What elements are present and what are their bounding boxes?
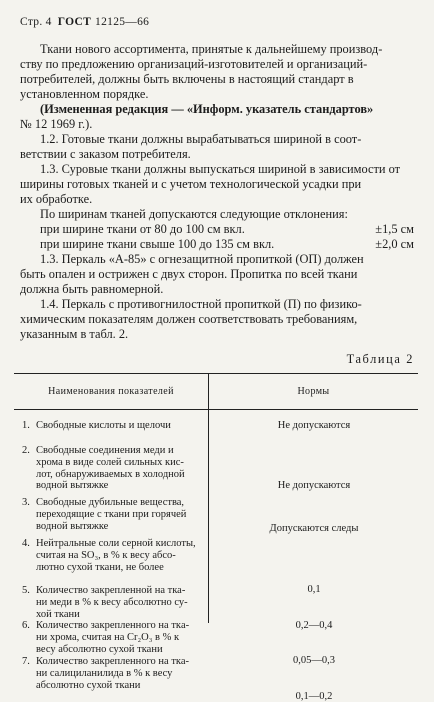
raw-fabric-text: 1.3. Суровые ткани должны выпускаться шириной в зависимости от (40, 162, 401, 176)
clause-1-4: указанным в табл. 2. (20, 327, 129, 341)
indicator-line: лот, обнаруживаемых в холодной (36, 468, 185, 480)
indicator-line: водной вытяжке (36, 520, 109, 532)
tolerance-row: при ширине ткани свыше 100 до 135 см вкл. ±2,0 см (40, 237, 414, 251)
row-number: 3. (22, 497, 30, 508)
indicator-line: хрома в виде солей сильных кис- (36, 456, 184, 468)
specs-table (14, 373, 418, 702)
tolerance-value: ±1,5 см (375, 222, 414, 236)
raw-fabric-text: их обработке. (20, 192, 93, 206)
row-number: 4. (22, 538, 30, 549)
indicator-line: Количество закрепленной на тка- (36, 585, 186, 596)
indicator-line: ни меди в % к весу абсолютно су- (36, 596, 188, 608)
indicator-line: ни салициланилида в % к весу (36, 667, 173, 679)
tolerance-intro: По ширинам тканей допускаются следующие отклонения: (40, 207, 348, 221)
table-row-indicator (22, 585, 188, 620)
norm-value: 0,05—0,3 (293, 655, 335, 666)
clause-1-3: 1.3. Перкаль «А-85» с огнезащитной пропиткой (ОП) должен (40, 252, 364, 266)
body-line: ству по предложению организаций-изготовителей и организаций- (20, 57, 368, 71)
indicator-line: абсолютно сухой ткани (36, 679, 141, 691)
table-row-indicator (22, 538, 196, 573)
table-rule (14, 409, 418, 410)
table-row-indicator (22, 497, 187, 532)
indicator-line: водной вытяжке (36, 480, 109, 492)
indicator-line: Нейтральные соли серной кислоты, (36, 538, 196, 549)
amendment-note: (Измененная редакция — «Информ. указатель стандартов» (40, 102, 374, 116)
amendment-note: № 12 1969 г.). (20, 117, 93, 131)
indicator-line: переходящие с ткани при горячей (36, 508, 187, 520)
body-line: потребителей, должны быть включены в настоящий стандарт в (20, 72, 354, 86)
indicator-line: Свободные дубильные вещества, (36, 497, 185, 508)
norm-value: 0,1—0,2 (295, 691, 333, 702)
tolerance-value: ±2,0 см (375, 237, 414, 251)
indicator-line: Количество закрепленного на тка- (36, 656, 190, 667)
column-header-indicator: Наименования показателей (48, 386, 174, 397)
table-rule (14, 373, 418, 374)
row-number: 2. (22, 445, 30, 456)
table-caption: Таблица 2 (346, 352, 414, 366)
table-row-indicator (22, 445, 185, 492)
clause-1-3: должна быть равномерной. (20, 282, 164, 296)
row-number: 7. (22, 656, 30, 667)
page-number: Стр. 4 (20, 16, 52, 28)
row-number: 6. (22, 620, 30, 631)
norm-value: Не допускаются (277, 480, 351, 491)
clause-1-3: быть опален и острижен с двух сторон. Пропитка по всей ткани (20, 267, 358, 281)
body-line: установленном порядке. (20, 87, 149, 101)
body-line: Ткани нового ассортимента, принятые к дальнейшему производ- (40, 42, 383, 56)
column-divider (208, 373, 209, 623)
indicator-line: лютно сухой ткани, не более (36, 561, 164, 573)
clause-1-2: ветствии с заказом потребителя. (20, 147, 191, 161)
clause-1-2: 1.2. Готовые ткани должны вырабатываться шириной в соот- (40, 132, 362, 146)
clause-1-4: 1.4. Перкаль с противогнилостной пропиткой (П) по физико- (40, 297, 362, 311)
indicator-line: считая на SO₃, в % к весу абсо- (36, 549, 176, 561)
table-row-indicator (22, 620, 190, 655)
indicator-line: весу абсолютно сухой ткани (36, 643, 163, 655)
row-number: 5. (22, 585, 30, 596)
norm-value: Допускаются следы (269, 523, 359, 534)
indicator-line: Свободные кислоты и щелочи (36, 420, 171, 431)
row-number: 1. (22, 420, 30, 431)
indicator-line: ни хрома, считая на Cr₂O₃ в % к (36, 631, 180, 643)
indicator-line: Свободные соединения меди и (36, 445, 174, 456)
indicator-line: хой ткани (36, 608, 80, 620)
norm-value: 0,2—0,4 (295, 620, 333, 631)
table-row-indicator (22, 420, 171, 432)
standard-number: 12125—66 (95, 16, 150, 28)
table-row-indicator (22, 656, 190, 691)
column-header-norms: Нормы (297, 386, 330, 397)
page-header (20, 16, 149, 28)
tolerance-row: при ширине ткани от 80 до 100 см вкл. ±1,5 см (40, 222, 414, 236)
indicator-line: Количество закрепленного на ткa- (36, 620, 190, 631)
norm-value: Не допускаются (277, 420, 351, 431)
standard-label: ГОСТ (57, 16, 92, 28)
norm-value: 0,1 (307, 584, 321, 595)
raw-fabric-text: ширины готовых тканей и с учетом технологической усадки при (20, 177, 362, 191)
clause-1-4: химическим показателям должен соответствовать требованиям, (20, 312, 358, 326)
